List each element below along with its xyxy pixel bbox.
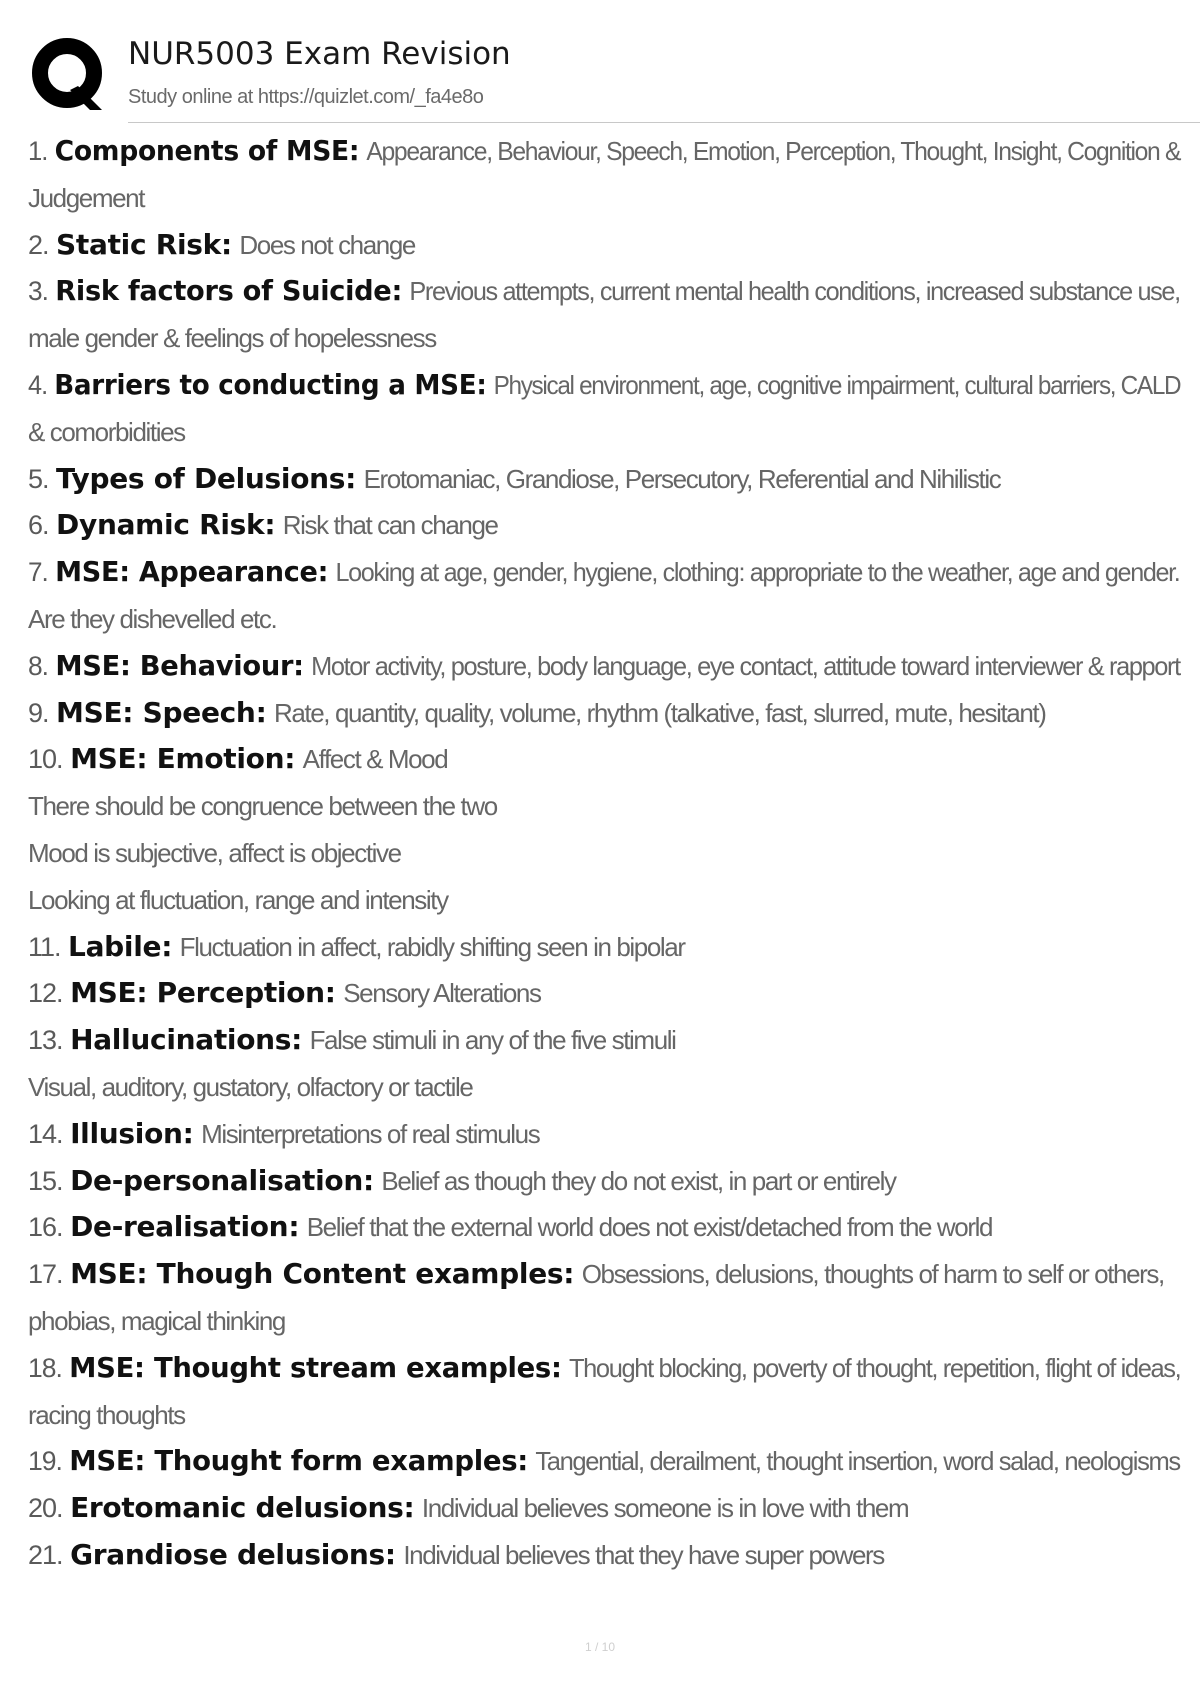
term-entry	[28, 456, 1180, 503]
term-entry	[28, 1158, 1180, 1205]
term-definition: Motor activity, posture, body language, eye contact, attitude toward interviewer & rapport	[311, 650, 1180, 681]
term-entry	[28, 1532, 1180, 1579]
term-number: 11.	[28, 931, 61, 962]
term-label: MSE: Appearance:	[55, 555, 329, 589]
term-entry	[28, 502, 1180, 549]
term-definition: Previous attempts, current mental health conditions, increased substance use,	[409, 276, 1180, 307]
term-number: 8.	[28, 650, 49, 681]
term-first-line	[28, 456, 1180, 503]
quizlet-logo-icon	[30, 36, 108, 114]
term-definition: Physical environment, age, cognitive impairment, cultural barriers, CALD	[493, 369, 1181, 400]
term-definition-continued: Mood is subjective, affect is objective	[28, 837, 401, 868]
document-title: NUR5003 Exam Revision	[128, 36, 511, 72]
term-definition-continued: Visual, auditory, gustatory, olfactory or tactile	[28, 1071, 473, 1102]
term-label: Labile:	[68, 929, 173, 963]
term-first-line	[28, 1345, 1181, 1392]
term-first-line	[28, 643, 1180, 690]
term-first-line	[28, 1532, 1180, 1579]
study-online-link-text[interactable]: Study online at https://quizlet.com/_fa4e8o	[128, 86, 484, 108]
term-first-line	[28, 362, 1181, 409]
term-number: 18.	[28, 1352, 62, 1383]
term-number: 14.	[28, 1118, 63, 1149]
term-entry	[28, 924, 1180, 971]
term-first-line	[28, 502, 1180, 549]
term-first-line	[28, 268, 1180, 315]
term-definition-continued: male gender & feelings of hopelessness	[28, 323, 436, 354]
term-definition-continued: phobias, magical thinking	[28, 1305, 285, 1336]
term-entry	[28, 1485, 1180, 1532]
term-number: 2.	[28, 229, 49, 260]
page-indicator: 1 / 10	[584, 1640, 616, 1654]
term-number: 9.	[28, 697, 49, 728]
term-label: Barriers to conducting a MSE:	[54, 367, 487, 401]
term-first-line	[28, 1204, 1180, 1251]
term-definition: Looking at age, gender, hygiene, clothing: appropriate to the weather, age and gender.	[335, 557, 1180, 588]
term-entry	[28, 1438, 1180, 1485]
term-definition: Fluctuation in affect, rabidly shifting seen in bipolar	[179, 931, 685, 962]
flashcard-term-list	[28, 128, 1180, 1579]
term-first-line	[28, 1485, 1180, 1532]
term-entry	[28, 362, 1180, 456]
term-entry	[28, 970, 1180, 1017]
term-entry	[28, 643, 1180, 690]
term-definition-continued: Judgement	[28, 182, 145, 213]
term-label: MSE: Emotion:	[70, 742, 296, 776]
term-definition: Affect & Mood	[302, 744, 448, 775]
term-entry	[28, 222, 1180, 269]
term-definition: Sensory Alterations	[343, 978, 541, 1009]
term-definition: Belief as though they do not exist, in part or entirely	[381, 1165, 896, 1196]
term-definition: Appearance, Behaviour, Speech, Emotion, Perception, Thought, Insight, Cognition &	[366, 136, 1181, 166]
term-number: 13.	[28, 1025, 63, 1056]
term-definition-continued: racing thoughts	[28, 1399, 185, 1430]
term-label: Risk factors of Suicide:	[55, 274, 403, 308]
term-number: 3.	[28, 276, 48, 307]
term-entry	[28, 128, 1180, 222]
term-number: 16.	[28, 1212, 63, 1243]
term-first-line	[28, 1111, 1180, 1158]
term-definition-continued: Looking at fluctuation, range and intensity	[28, 884, 448, 915]
document-header	[30, 30, 1180, 118]
term-label: Erotomanic delusions:	[70, 1491, 415, 1525]
term-first-line	[28, 128, 1181, 175]
term-label: MSE: Perception:	[70, 976, 336, 1010]
term-definition: Individual believes that they have super powers	[403, 1539, 884, 1570]
term-definition: Individual believes someone is in love with them	[421, 1493, 909, 1524]
term-entry	[28, 1111, 1180, 1158]
term-definition-continued: There should be congruence between the two	[28, 791, 497, 822]
term-number: 15.	[28, 1165, 63, 1196]
term-entry	[28, 1345, 1180, 1439]
term-number: 5.	[28, 463, 49, 494]
term-first-line	[28, 924, 1180, 971]
term-entry	[28, 1017, 1180, 1111]
term-label: Static Risk:	[56, 227, 232, 261]
term-definition: Thought blocking, poverty of thought, repetition, flight of ideas,	[568, 1352, 1181, 1383]
term-number: 1.	[28, 136, 48, 166]
header-divider	[128, 122, 1200, 123]
term-first-line	[28, 1438, 1180, 1485]
term-number: 21.	[28, 1539, 63, 1570]
term-definition-continued: & comorbidities	[28, 416, 185, 447]
term-number: 12.	[28, 978, 63, 1009]
term-label: MSE: Thought form examples:	[69, 1444, 528, 1478]
term-definition-continued: Are they dishevelled etc.	[28, 603, 277, 634]
term-label: Grandiose delusions:	[70, 1537, 396, 1571]
term-definition: False stimuli in any of the five stimuli	[309, 1025, 676, 1056]
term-definition: Obsessions, delusions, thoughts of harm to self or others,	[581, 1259, 1164, 1290]
term-first-line	[28, 690, 1180, 737]
term-first-line	[28, 1158, 1180, 1205]
term-definition: Does not change	[239, 229, 415, 260]
term-label: De-realisation:	[70, 1210, 300, 1244]
term-label: MSE: Thought stream examples:	[69, 1350, 562, 1384]
term-number: 20.	[28, 1493, 63, 1524]
term-first-line	[28, 1017, 1180, 1064]
term-entry	[28, 1251, 1180, 1345]
term-number: 4.	[28, 369, 48, 400]
term-number: 17.	[28, 1259, 63, 1290]
term-first-line	[28, 549, 1180, 596]
term-label: Dynamic Risk:	[56, 508, 276, 542]
term-entry	[28, 736, 1180, 923]
term-first-line	[28, 1251, 1180, 1298]
term-number: 6.	[28, 510, 49, 541]
term-definition: Erotomaniac, Grandiose, Persecutory, Referential and Nihilistic	[363, 463, 1001, 494]
term-number: 10.	[28, 744, 63, 775]
term-first-line	[28, 970, 1180, 1017]
term-label: MSE: Speech:	[56, 695, 267, 729]
term-number: 19.	[28, 1446, 62, 1477]
term-label: Types of Delusions:	[56, 461, 357, 495]
term-number: 7.	[28, 557, 48, 588]
term-label: MSE: Behaviour:	[55, 648, 304, 682]
term-entry	[28, 690, 1180, 737]
term-entry	[28, 268, 1180, 362]
term-definition: Belief that the external world does not exist/detached from the world	[306, 1212, 993, 1243]
term-definition: Misinterpretations of real stimulus	[201, 1118, 540, 1149]
term-definition: Tangential, derailment, thought insertion, word salad, neologisms	[535, 1446, 1180, 1477]
term-label: Illusion:	[70, 1116, 194, 1150]
term-label: Hallucinations:	[70, 1023, 303, 1057]
term-first-line	[28, 736, 1180, 783]
term-definition: Rate, quantity, quality, volume, rhythm (talkative, fast, slurred, mute, hesitant)	[273, 697, 1046, 728]
term-label: Components of MSE:	[54, 134, 360, 167]
term-entry	[28, 1204, 1180, 1251]
term-definition: Risk that can change	[282, 510, 498, 541]
term-first-line	[28, 222, 1180, 269]
term-entry	[28, 549, 1180, 643]
term-label: MSE: Though Content examples:	[70, 1257, 575, 1291]
term-label: De-personalisation:	[70, 1163, 374, 1197]
